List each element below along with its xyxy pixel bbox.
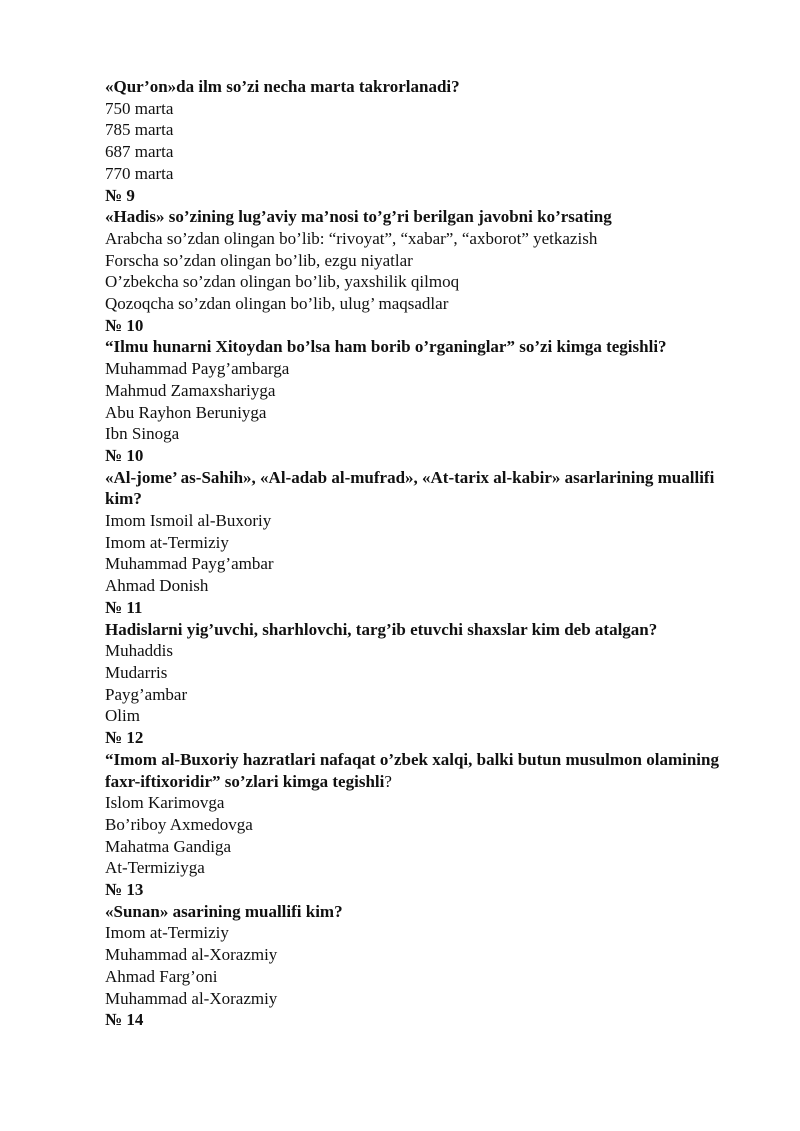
question-text: Hadislarni yig’uvchi, sharhlovchi, targ’ib etuvchi shaxslar kim deb atalgan? [105,619,658,639]
question-text-main: “Imom al-Buxoriy hazratlari nafaqat o’zbek xalqi, balki butun musulmon olamining faxr-iftixoridir” so’zlari kimga tegishli [105,749,724,791]
answer-option: Mudarris [105,662,168,682]
question-number: № 12 [105,728,144,748]
question-number: № 11 [105,597,143,617]
answer-option: Mahmud Zamaxshariyga [105,380,276,400]
answer-option: Muhaddis [105,641,173,661]
answer-option: Ahmad Farg’oni [105,966,218,986]
question-text: «Al-jome’ as-Sahih», «Al-adab al-mufrad», «At-tarix al-kabir» asarlarining muallifi kim? [105,467,719,509]
question-number: № 9 [105,185,135,205]
document-page [105,76,755,1031]
answer-option: Muhammad al-Xorazmiy [105,945,278,965]
answer-option: O’zbekcha so’zdan olingan bo’lib, yaxshilik qilmoq [105,272,460,292]
answer-option: Ibn Sinoga [105,424,180,444]
answer-option: Bo’riboy Axmedovga [105,814,253,834]
answer-option: Olim [105,706,140,726]
question-number: № 10 [105,445,144,465]
answer-option: Arabcha so’zdan olingan bo’lib: “rivoyat”, “xabar”, “axborot” yetkazish [105,228,598,248]
question-number: № 14 [105,1010,144,1030]
answer-option: Islom Karimovga [105,793,225,813]
answer-option: Muhammad al-Xorazmiy [105,988,278,1008]
answer-option: Imom Ismoil al-Buxoriy [105,511,272,531]
question-number: № 10 [105,315,144,335]
answer-option: Qozoqcha so’zdan olingan bo’lib, ulug’ maqsadlar [105,294,449,314]
answer-option: 750 marta [105,98,174,118]
answer-option: Imom at-Termiziy [105,532,229,552]
question-text: «Qur’on»da ilm so’zi necha marta takrorlanadi? [105,77,460,96]
answer-option: 770 marta [105,163,174,183]
answer-option: Payg’ambar [105,684,188,704]
question-number: № 13 [105,880,144,900]
answer-option: 785 marta [105,120,174,140]
answer-option: Forscha so’zdan olingan bo’lib, ezgu niyatlar [105,250,413,270]
answer-option: Abu Rayhon Beruniyga [105,402,267,422]
answer-option: 687 marta [105,142,174,162]
answer-option: At-Termiziyga [105,858,205,878]
answer-option: Ahmad Donish [105,576,209,596]
question-text: “Ilmu hunarni Xitoydan bo’lsa ham borib o’rganinglar” so’zi kimga tegishli? [105,337,667,357]
answer-option: Mahatma Gandiga [105,836,232,856]
answer-option: Muhammad Payg’ambar [105,554,274,574]
answer-option: Imom at-Termiziy [105,923,229,943]
question-text: «Hadis» so’zining lug’aviy ma’nosi to’g’ri berilgan javobni ko’rsating [105,207,612,227]
question-mark: ? [384,771,392,791]
answer-option: Muhammad Payg’ambarga [105,359,290,379]
question-text [105,749,755,792]
question-text: «Sunan» asarining muallifi kim? [105,901,343,921]
